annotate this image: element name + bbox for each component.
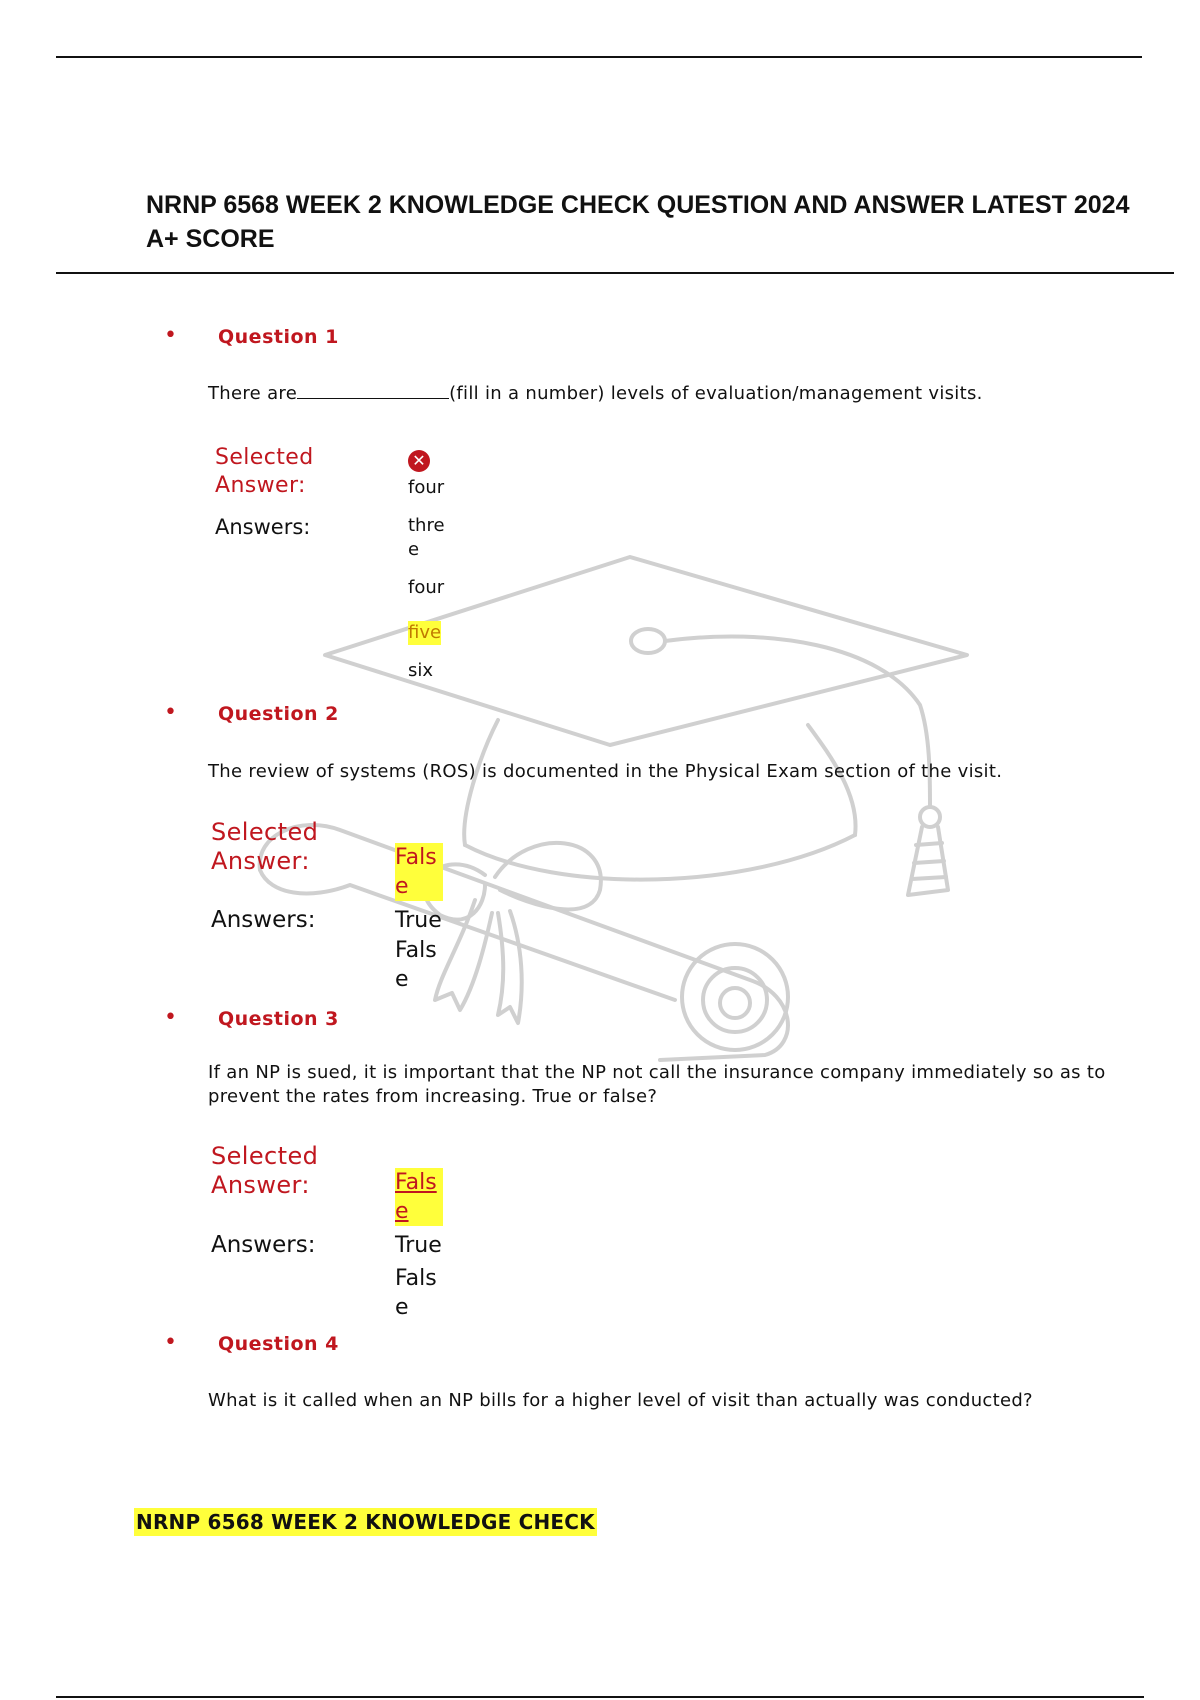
question-1-answer: three — [408, 515, 445, 560]
bottom-rule — [56, 1696, 1144, 1698]
question-4-text: What is it called when an NP bills for a higher level of visit than actually was conducted? — [208, 1390, 1033, 1411]
bullet: • — [164, 700, 177, 725]
top-rule — [56, 56, 1142, 58]
question-3-text: If an NP is sued, it is important that the NP not call the insurance company immediately so as to prevent the rates from increasing. True or false? — [208, 1062, 1106, 1107]
title-rule — [56, 272, 1174, 274]
incorrect-x-icon: ✕ — [408, 450, 430, 472]
selected-answer-label: Selected Answer: — [211, 1142, 319, 1199]
question-1-text-after: (fill in a number) levels of evaluation/management visits. — [449, 383, 983, 404]
question-1-text — [208, 380, 1108, 406]
question-1-correct-answer: five — [408, 622, 442, 643]
question-3-selected-answer: False — [395, 1168, 443, 1226]
question-1-answer: four — [408, 577, 445, 598]
graduation-cap-watermark-icon — [230, 545, 1010, 1065]
bullet: • — [164, 1005, 177, 1030]
question-1-answer: six — [408, 660, 434, 681]
footer-title: NRNP 6568 WEEK 2 KNOWLEDGE CHECK — [136, 1510, 595, 1534]
page-title: NRNP 6568 WEEK 2 KNOWLEDGE CHECK QUESTION AND ANSWER LATEST 2024 A+ SCORE — [146, 191, 1130, 253]
selected-answer-label: Selected Answer: — [215, 445, 314, 498]
question-2-answer: True — [395, 908, 442, 933]
selected-answer-label: Selected Answer: — [211, 818, 319, 875]
bullet: • — [164, 1330, 177, 1355]
question-1-label: Question 1 — [218, 326, 339, 348]
question-4-label: Question 4 — [218, 1333, 339, 1355]
bullet: • — [164, 323, 177, 348]
question-3-answer: False — [395, 1266, 437, 1320]
question-2-text: The review of systems (ROS) is documented in the Physical Exam section of the visit. — [208, 761, 1003, 782]
question-2-selected-answer: False — [395, 843, 443, 901]
question-2-answer: False — [395, 938, 437, 992]
answers-label: Answers: — [211, 1232, 316, 1258]
answers-label: Answers: — [211, 907, 316, 933]
question-1-text-before: There are — [208, 383, 298, 404]
answers-label: Answers: — [215, 515, 311, 539]
question-1-selected-answer: four — [408, 477, 445, 498]
question-2-label: Question 2 — [218, 703, 339, 725]
fill-in-blank — [297, 380, 449, 399]
question-3-answer: True — [395, 1233, 442, 1258]
question-3-label: Question 3 — [218, 1008, 339, 1030]
